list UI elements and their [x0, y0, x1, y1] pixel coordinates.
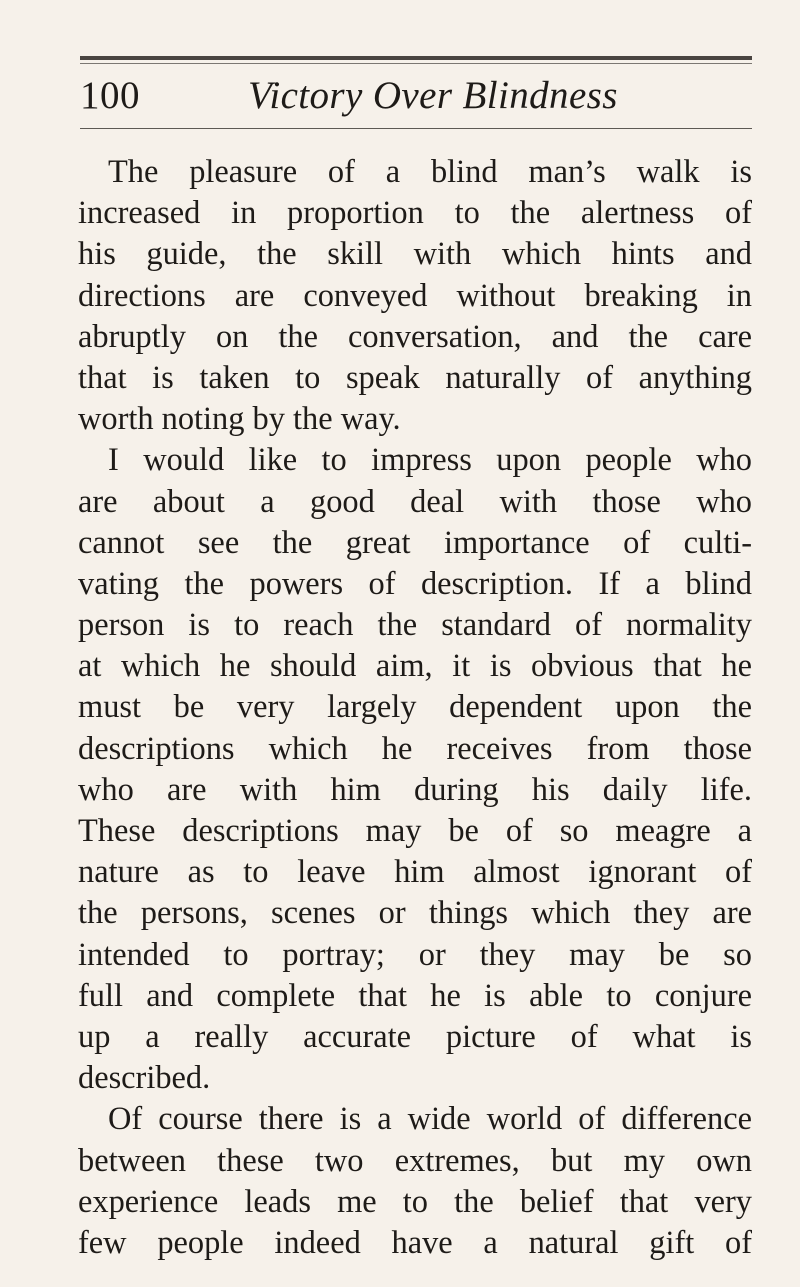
- text-line: are about a good deal with those who: [78, 483, 752, 520]
- book-title: Victory Over Blindness: [248, 74, 618, 117]
- page-number: 100: [80, 74, 140, 117]
- text-line: up a really accurate picture of what is: [78, 1018, 752, 1055]
- header-rule-bottom: [80, 128, 752, 129]
- running-head: [80, 70, 752, 122]
- text-line: nature as to leave him almost ignorant of: [78, 854, 752, 891]
- text-line: increased in proportion to the alertness of: [78, 195, 752, 232]
- body-text: [78, 152, 752, 1264]
- text-line: the persons, scenes or things which they are: [78, 895, 752, 932]
- text-line: These descriptions may be of so meagre a: [78, 813, 752, 849]
- text-line: his guide, the skill with which hints and: [78, 236, 752, 273]
- text-line: who are with him during his daily life.: [78, 771, 752, 808]
- text-line: cannot see the great importance of culti-: [78, 524, 752, 561]
- text-line: between these two extremes, but my own: [78, 1142, 752, 1179]
- text-line: person is to reach the standard of normality: [78, 607, 752, 644]
- text-line: descriptions which he receives from those: [78, 730, 752, 767]
- text-line: The pleasure of a blind man’s walk is: [108, 154, 752, 190]
- text-line: Of course there is a wide world of difference: [108, 1101, 752, 1138]
- text-line: at which he should aim, it is obvious that he: [78, 648, 752, 685]
- text-line: directions are conveyed without breaking in: [78, 277, 752, 314]
- text-line: that is taken to speak naturally of anything: [78, 359, 752, 396]
- text-line: experience leads me to the belief that very: [78, 1183, 752, 1220]
- text-line: full and complete that he is able to conjure: [78, 977, 752, 1014]
- header-rule-top: [80, 56, 752, 60]
- text-line: abruptly on the conversation, and the care: [78, 318, 752, 355]
- text-line: vating the powers of description. If a blind: [78, 565, 752, 602]
- text-line: worth noting by the way.: [78, 401, 401, 438]
- text-line: intended to portray; or they may be so: [78, 936, 752, 973]
- text-line: must be very largely dependent upon the: [78, 689, 752, 726]
- text-line: few people indeed have a natural gift of: [78, 1224, 752, 1261]
- text-line: I would like to impress upon people who: [108, 442, 752, 479]
- header-rule-top-thin: [80, 63, 752, 64]
- text-line: described.: [78, 1060, 211, 1097]
